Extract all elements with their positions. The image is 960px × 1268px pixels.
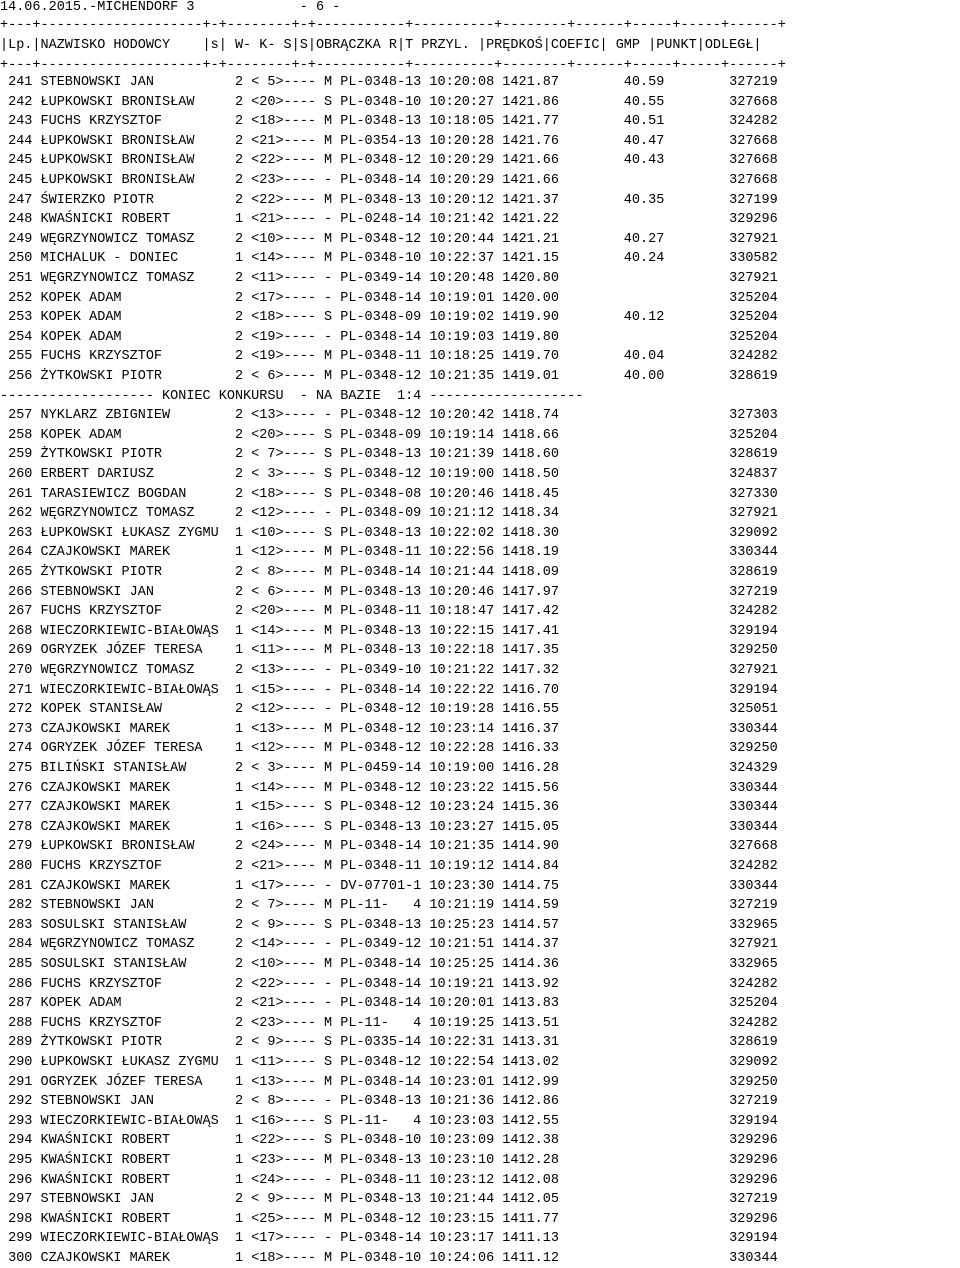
page-number: - 6 - bbox=[299, 0, 341, 15]
date-location: 14.06.2015.-MICHENDORF 3 bbox=[0, 0, 195, 15]
table-row: 247 ŚWIERZKO PIOTR 2 <22>---- M PL-0348-13 10:20:12 1421.37 40.35 327199 bbox=[0, 193, 778, 208]
table-row: 241 STEBNOWSKI JAN 2 < 5>---- M PL-0348-13 10:20:08 1421.87 40.59 327219 bbox=[0, 75, 778, 90]
table-row: 283 SOSULSKI STANISŁAW 2 < 9>---- S PL-0348-13 10:25:23 1414.57 332965 bbox=[0, 918, 778, 933]
table-row: 254 KOPEK ADAM 2 <19>---- - PL-0348-14 10:19:03 1419.80 325204 bbox=[0, 330, 778, 345]
table-row: 291 OGRYZEK JÓZEF TERESA 1 <13>---- M PL-0348-14 10:23:01 1412.99 329250 bbox=[0, 1075, 778, 1090]
table-row: 278 CZAJKOWSKI MAREK 1 <16>---- S PL-0348-13 10:23:27 1415.05 330344 bbox=[0, 820, 778, 835]
table-row: 245 ŁUPKOWSKI BRONISŁAW 2 <22>---- M PL-0348-12 10:20:29 1421.66 40.43 327668 bbox=[0, 153, 778, 168]
table-row: 289 ŻYTKOWSKI PIOTR 2 < 9>---- S PL-0335-14 10:22:31 1413.31 328619 bbox=[0, 1035, 778, 1050]
table-row: 288 FUCHS KRZYSZTOF 2 <23>---- M PL-11- 4 10:19:25 1413.51 324282 bbox=[0, 1016, 778, 1031]
table-row: 262 WĘGRZYNOWICZ TOMASZ 2 <12>---- - PL-0348-09 10:21:12 1418.34 327921 bbox=[0, 506, 778, 521]
table-row: 274 OGRYZEK JÓZEF TERESA 1 <12>---- M PL-0348-12 10:22:28 1416.33 329250 bbox=[0, 741, 778, 756]
table-row: 255 FUCHS KRZYSZTOF 2 <19>---- M PL-0348-11 10:18:25 1419.70 40.04 324282 bbox=[0, 349, 778, 364]
table-row: 300 CZAJKOWSKI MAREK 1 <18>---- M PL-0348-10 10:24:06 1411.12 330344 bbox=[0, 1251, 778, 1266]
table-row: 282 STEBNOWSKI JAN 2 < 7>---- M PL-11- 4 10:21:19 1414.59 327219 bbox=[0, 898, 778, 913]
table-row: 292 STEBNOWSKI JAN 2 < 8>---- - PL-0348-13 10:21:36 1412.86 327219 bbox=[0, 1094, 778, 1109]
table-row: 299 WIECZORKIEWIC-BIAŁOWĄS 1 <17>---- - PL-0348-14 10:23:17 1411.13 329194 bbox=[0, 1231, 778, 1246]
table-row: 244 ŁUPKOWSKI BRONISŁAW 2 <21>---- M PL-0354-13 10:20:28 1421.76 40.47 327668 bbox=[0, 134, 778, 149]
table-row: 266 STEBNOWSKI JAN 2 < 6>---- M PL-0348-13 10:20:46 1417.97 327219 bbox=[0, 585, 778, 600]
table-row: 272 KOPEK STANISŁAW 2 <12>---- - PL-0348-12 10:19:28 1416.55 325051 bbox=[0, 702, 778, 717]
table-row: 242 ŁUPKOWSKI BRONISŁAW 2 <20>---- S PL-0348-10 10:20:27 1421.86 40.55 327668 bbox=[0, 95, 778, 110]
table-row: 284 WĘGRZYNOWICZ TOMASZ 2 <14>---- - PL-0349-12 10:21:51 1414.37 327921 bbox=[0, 937, 778, 952]
table-row: 287 KOPEK ADAM 2 <21>---- - PL-0348-14 10:20:01 1413.83 325204 bbox=[0, 996, 778, 1011]
column-headers: |Lp.|NAZWISKO HODOWCY |s| W- K- S|S|OBRĄCZKA R|T PRZYL. |PRĘDKOŚ|COEFIC| GMP |PUNKT|ODLEGŁ| bbox=[0, 38, 762, 53]
table-row: 281 CZAJKOWSKI MAREK 1 <17>---- - DV-07701-1 10:23:30 1414.75 330344 bbox=[0, 879, 778, 894]
table-row: 286 FUCHS KRZYSZTOF 2 <22>---- - PL-0348-14 10:19:21 1413.92 324282 bbox=[0, 977, 778, 992]
table-row: 294 KWAŚNICKI ROBERT 1 <22>---- S PL-0348-10 10:23:09 1412.38 329296 bbox=[0, 1133, 778, 1148]
table-row: 256 ŻYTKOWSKI PIOTR 2 < 6>---- M PL-0348-12 10:21:35 1419.01 40.00 328619 bbox=[0, 369, 778, 384]
table-row: 277 CZAJKOWSKI MAREK 1 <15>---- S PL-0348-12 10:23:24 1415.36 330344 bbox=[0, 800, 778, 815]
table-row: 285 SOSULSKI STANISŁAW 2 <10>---- M PL-0348-14 10:25:25 1414.36 332965 bbox=[0, 957, 778, 972]
table-row: 263 ŁUPKOWSKI ŁUKASZ ZYGMU 1 <10>---- S PL-0348-13 10:22:02 1418.30 329092 bbox=[0, 526, 778, 541]
table-row: 280 FUCHS KRZYSZTOF 2 <21>---- M PL-0348-11 10:19:12 1414.84 324282 bbox=[0, 859, 778, 874]
table-rule-top: +---+--------------------+-+--------+-+-----------+----------+--------+------+-----+-----+------+ bbox=[0, 18, 786, 33]
table-row: 273 CZAJKOWSKI MAREK 1 <13>---- M PL-0348-12 10:23:14 1416.37 330344 bbox=[0, 722, 778, 737]
contest-end-separator: ------------------- KONIEC KONKURSU - NA BAZIE 1:4 ------------------- bbox=[0, 389, 584, 404]
table-row: 248 KWAŚNICKI ROBERT 1 <21>---- - PL-0248-14 10:21:42 1421.22 329296 bbox=[0, 212, 778, 227]
table-rule-bottom: +---+--------------------+-+--------+-+-----------+----------+--------+------+-----+-----+------+ bbox=[0, 58, 786, 73]
header-line bbox=[0, 0, 340, 17]
table-row: 251 WĘGRZYNOWICZ TOMASZ 2 <11>---- - PL-0349-14 10:20:48 1420.80 327921 bbox=[0, 271, 778, 286]
table-row: 264 CZAJKOWSKI MAREK 1 <12>---- M PL-0348-11 10:22:56 1418.19 330344 bbox=[0, 545, 778, 560]
table-row: 250 MICHALUK - DONIEC 1 <14>---- M PL-0348-10 10:22:37 1421.15 40.24 330582 bbox=[0, 251, 778, 266]
table-row: 298 KWAŚNICKI ROBERT 1 <25>---- M PL-0348-12 10:23:15 1411.77 329296 bbox=[0, 1212, 778, 1227]
table-row: 276 CZAJKOWSKI MAREK 1 <14>---- M PL-0348-12 10:23:22 1415.56 330344 bbox=[0, 781, 778, 796]
table-row: 271 WIECZORKIEWIC-BIAŁOWĄS 1 <15>---- - PL-0348-14 10:22:22 1416.70 329194 bbox=[0, 683, 778, 698]
table-row: 297 STEBNOWSKI JAN 2 < 9>---- M PL-0348-13 10:21:44 1412.05 327219 bbox=[0, 1192, 778, 1207]
table-row: 268 WIECZORKIEWIC-BIAŁOWĄS 1 <14>---- M PL-0348-13 10:22:15 1417.41 329194 bbox=[0, 624, 778, 639]
table-row: 258 KOPEK ADAM 2 <20>---- S PL-0348-09 10:19:14 1418.66 325204 bbox=[0, 428, 778, 443]
table-row: 260 ERBERT DARIUSZ 2 < 3>---- S PL-0348-12 10:19:00 1418.50 324837 bbox=[0, 467, 778, 482]
table-row: 243 FUCHS KRZYSZTOF 2 <18>---- M PL-0348-13 10:18:05 1421.77 40.51 324282 bbox=[0, 114, 778, 129]
table-row: 249 WĘGRZYNOWICZ TOMASZ 2 <10>---- M PL-0348-12 10:20:44 1421.21 40.27 327921 bbox=[0, 232, 778, 247]
table-row: 269 OGRYZEK JÓZEF TERESA 1 <11>---- M PL-0348-13 10:22:18 1417.35 329250 bbox=[0, 643, 778, 658]
table-row: 295 KWAŚNICKI ROBERT 1 <23>---- M PL-0348-13 10:23:10 1412.28 329296 bbox=[0, 1153, 778, 1168]
table-row: 270 WĘGRZYNOWICZ TOMASZ 2 <13>---- - PL-0349-10 10:21:22 1417.32 327921 bbox=[0, 663, 778, 678]
table-row: 296 KWAŚNICKI ROBERT 1 <24>---- - PL-0348-11 10:23:12 1412.08 329296 bbox=[0, 1173, 778, 1188]
table-row: 293 WIECZORKIEWIC-BIAŁOWĄS 1 <16>---- S PL-11- 4 10:23:03 1412.55 329194 bbox=[0, 1114, 778, 1129]
table-row: 252 KOPEK ADAM 2 <17>---- - PL-0348-14 10:19:01 1420.00 325204 bbox=[0, 291, 778, 306]
table-row: 245 ŁUPKOWSKI BRONISŁAW 2 <23>---- - PL-0348-14 10:20:29 1421.66 327668 bbox=[0, 173, 778, 188]
table-row: 253 KOPEK ADAM 2 <18>---- S PL-0348-09 10:19:02 1419.90 40.12 325204 bbox=[0, 310, 778, 325]
table-row: 275 BILIŃSKI STANISŁAW 2 < 3>---- M PL-0459-14 10:19:00 1416.28 324329 bbox=[0, 761, 778, 776]
table-row: 290 ŁUPKOWSKI ŁUKASZ ZYGMU 1 <11>---- S PL-0348-12 10:22:54 1413.02 329092 bbox=[0, 1055, 778, 1070]
table-row: 265 ŻYTKOWSKI PIOTR 2 < 8>---- M PL-0348-14 10:21:44 1418.09 328619 bbox=[0, 565, 778, 580]
table-row: 257 NYKLARZ ZBIGNIEW 2 <13>---- - PL-0348-12 10:20:42 1418.74 327303 bbox=[0, 408, 778, 423]
table-row: 279 ŁUPKOWSKI BRONISŁAW 2 <24>---- M PL-0348-14 10:21:35 1414.90 327668 bbox=[0, 839, 778, 854]
table-row: 261 TARASIEWICZ BOGDAN 2 <18>---- S PL-0348-08 10:20:46 1418.45 327330 bbox=[0, 487, 778, 502]
table-row: 267 FUCHS KRZYSZTOF 2 <20>---- M PL-0348-11 10:18:47 1417.42 324282 bbox=[0, 604, 778, 619]
table-row: 259 ŻYTKOWSKI PIOTR 2 < 7>---- S PL-0348-13 10:21:39 1418.60 328619 bbox=[0, 447, 778, 462]
